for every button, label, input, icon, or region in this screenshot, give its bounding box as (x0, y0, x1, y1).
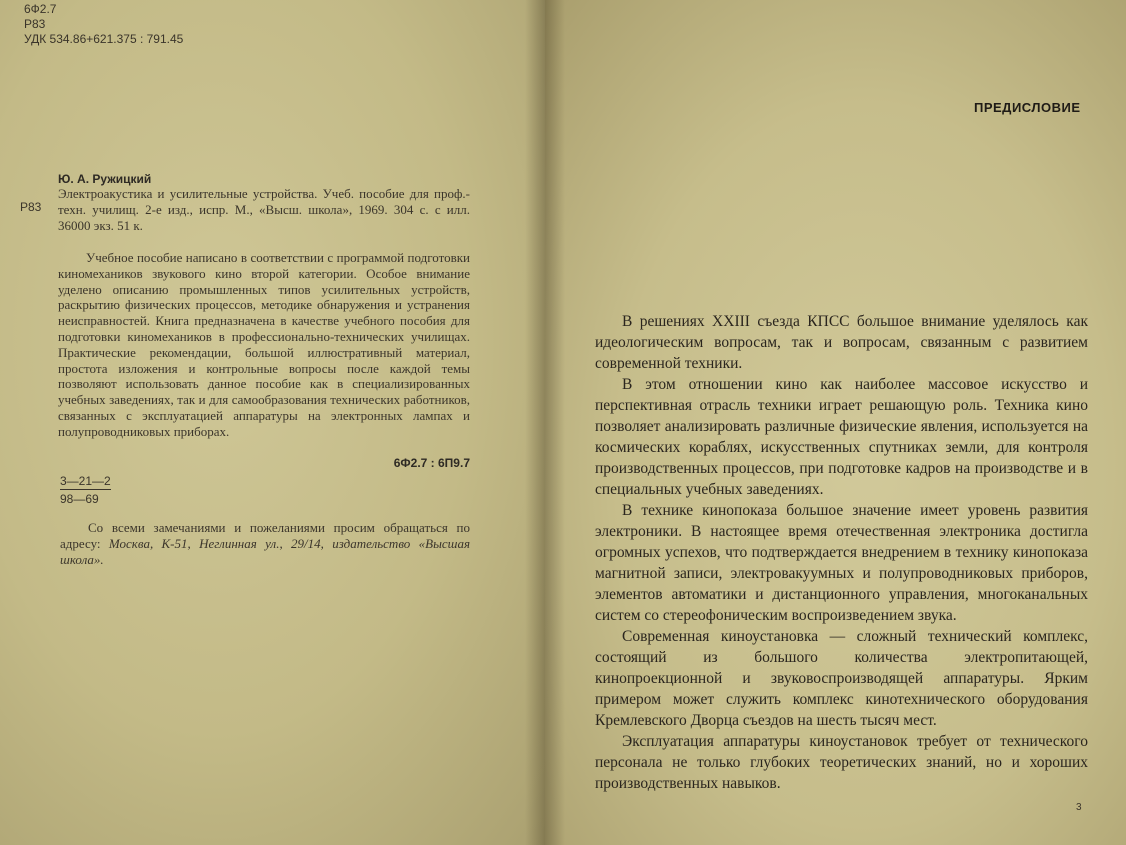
contact-paragraph (60, 520, 470, 568)
author-name: Ю. А. Ружицкий (58, 172, 152, 186)
preface-paragraph: Современная киноустановка — сложный технический комплекс, состоящий из большого количества электропитающей, кинопроекционной и звуковоспроизводящей аппаратуры. Ярким примером может служить комплекс кинотехнического оборудования Кремлевского Дворца съездов на шесть тысяч мест. (595, 628, 1088, 729)
preface-paragraph: В технике кинопоказа большое значение имеет уровень развития электроники. В настоящее время отечественная электроника достигла огромных успехов, что подтверждается внедрением в технику кинопоказа магнитной записи, электровакуумных и полупроводниковых приборов, элементов автоматики и дистанционного управления, многоканальных систем со стереофоническим воспроизведением звука. (595, 502, 1088, 624)
preface-paragraph: В этом отношении кино как наиболее массовое искусство и перспективная отрасль техники играет решающую роль. Техника кино позволяет анализировать различные физические явления, используется на космических кораблях, искусственных спутниках земли, для контроля производственных процессов, при подготовке кадров на производстве и в специальных учебных заведениях. (595, 376, 1088, 498)
bibliographic-entry: Электроакустика и усилительные устройства. Учеб. пособие для проф.-техн. училищ. 2-е изд., испр. М., «Высш. школа», 1969. 304 с. с илл. 36000 экз. 51 к. (58, 186, 470, 233)
book-abstract (58, 250, 470, 440)
book-gutter (525, 0, 565, 845)
classification-index: 6Ф2.7 : 6П9.7 (393, 456, 470, 470)
preface-paragraph: Эксплуатация аппаратуры киноустановок требует от технического персонала не только глубоких теоретических знаний, но и хороших производственных навыков. (595, 733, 1088, 792)
preface-body (595, 311, 1088, 794)
left-page (0, 0, 545, 845)
classification-code: 6Ф2.7 (24, 2, 57, 16)
bib-code: Р83 (20, 200, 42, 214)
order-fraction (60, 474, 111, 506)
page-number: 3 (1076, 802, 1082, 813)
publisher-address: Москва, К-51, Неглинная ул., 29/14, издательство «Высшая школа». (60, 536, 471, 567)
abstract-paragraph: Учебное пособие написано в соответствии с программой подготовки киномехаников звукового кино второй категории. Особое внимание уделено описанию промышленных типов усилительных устройств, раскрытию физических процессов, методике обнаружения и устранения неисправностей. Книга предназначена в качестве учебного пособия для подготовки киномехаников в профессионально-технических училищах. Практические рекомендации, большой иллюстративный материал, простота изложения и контрольные вопросы после каждой темы позволяют использовать данное пособие как в специализированных учебных заведениях, так и для самообразования технических работников, связанных с эксплуатацией аппаратуры на электронных лампах и полупроводниковых приборах. (58, 250, 470, 439)
contact-intro: Со всеми замечаниями и пожеланиями просим обращаться по адресу: (60, 520, 470, 551)
udk-code: УДК 534.86+621.375 : 791.45 (24, 32, 184, 46)
contact-note (60, 520, 470, 568)
fraction-denominator: 98—69 (60, 492, 99, 506)
fraction-numerator: 3—21—2 (60, 474, 111, 488)
classification-codes (24, 2, 183, 47)
preface-title: ПРЕДИСЛОВИЕ (974, 100, 1081, 115)
classification-code: Р83 (24, 17, 46, 31)
preface-paragraph: В решениях XXIII съезда КПСС большое внимание уделялось как идеологическим вопросам, так и вопросам, связанным с развитием современной техники. (595, 313, 1088, 372)
